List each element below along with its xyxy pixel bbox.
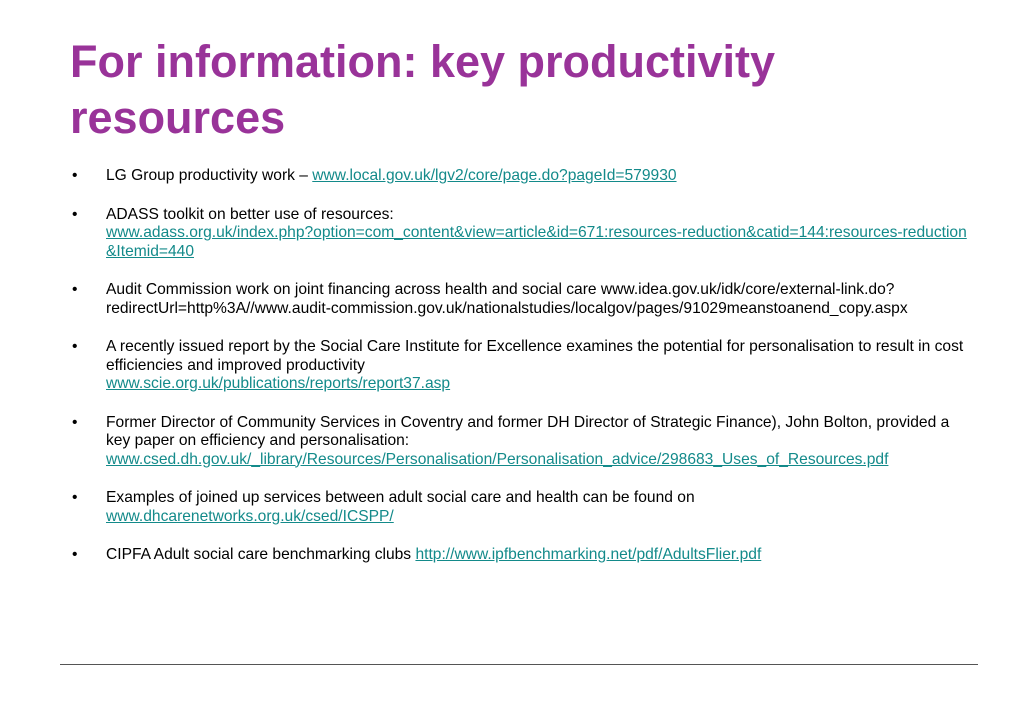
list-item: [72, 338, 972, 394]
item-text: LG Group productivity work –: [106, 167, 313, 184]
resource-link[interactable]: www.scie.org.uk/publications/reports/report37.asp: [106, 375, 451, 392]
resource-link[interactable]: www.csed.dh.gov.uk/_library/Resources/Personalisation/Personalisation_advice/298683_Uses_of_Resources.pdf: [106, 450, 889, 468]
list-item: [72, 281, 972, 318]
bullet-icon: •: [72, 167, 78, 184]
item-text: CIPFA Adult social care benchmarking clubs: [106, 546, 416, 563]
slide-title: For information: key productivity resources: [70, 36, 776, 143]
item-text: A recently issued report by the Social Care Institute for Excellence examines the potential for personalisation to result in cost efficiencies and improved productivity: [106, 338, 964, 374]
resource-link[interactable]: www.dhcarenetworks.org.uk/csed/ICSPP/: [106, 507, 394, 525]
item-text: Examples of joined up services between adult social care and health can be found on: [106, 489, 695, 506]
resource-link[interactable]: www.local.gov.uk/lgv2/core/page.do?pageId=579930: [312, 167, 677, 184]
resource-link[interactable]: http://www.ipfbenchmarking.net/pdf/AdultsFlier.pdf: [415, 546, 762, 563]
bullet-icon: •: [72, 338, 78, 355]
bullet-icon: •: [72, 205, 78, 223]
item-text: Audit Commission work on joint financing across health and social care www.idea.gov.uk/idk/core/external-link.do?redirectUrl=http%3A//www.audit-commission.gov.uk/nationalstudies/localgov/pages/91029meanstoanend_copy.aspx: [106, 281, 908, 317]
list-item: [72, 489, 972, 526]
bullet-icon: •: [72, 281, 78, 298]
list-item: [72, 167, 972, 186]
resource-link[interactable]: www.adass.org.uk/index.php?option=com_content&view=article&id=671:resources-reduction&catid=144:resources-reduction&Itemid=440: [106, 224, 967, 260]
item-text: Former Director of Community Services in Coventry and former DH Director of Strategic Finance), John Bolton, provided a key paper on efficiency and personalisation:: [106, 413, 950, 449]
bullet-icon: •: [72, 546, 78, 563]
item-text: ADASS toolkit on better use of resources:: [106, 205, 394, 223]
bullet-icon: •: [72, 489, 78, 506]
bullet-icon: •: [72, 413, 78, 431]
list-item: [72, 206, 972, 262]
list-item: [72, 546, 972, 565]
resource-list: [72, 167, 972, 585]
footer-divider: [60, 664, 978, 665]
list-item: [72, 414, 972, 470]
